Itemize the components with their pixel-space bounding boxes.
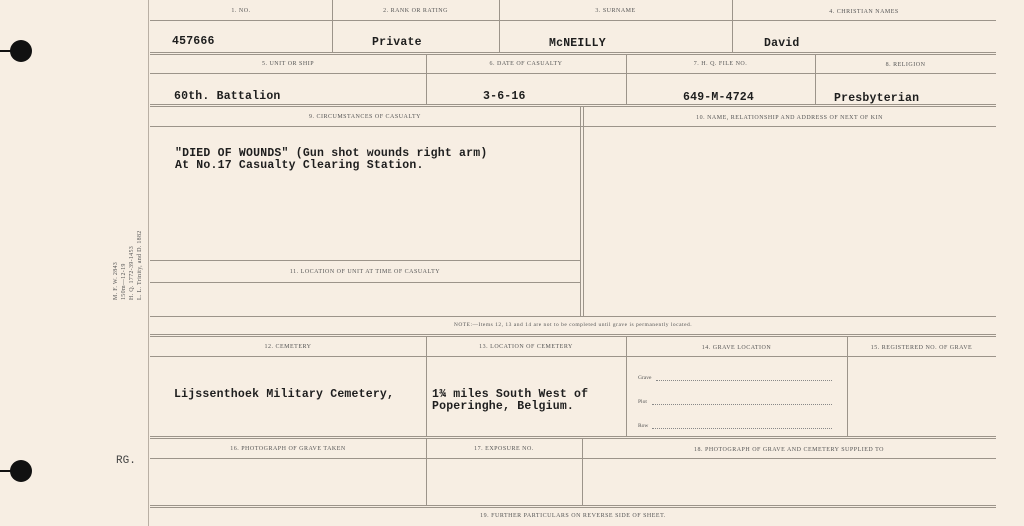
note-top-line [150,316,996,317]
value-number: 457666 [172,35,215,48]
punch-hole-top [10,40,32,62]
label-religion: 8. RELIGION [885,62,926,68]
rg-mark: RG. [116,455,136,467]
divider [732,0,733,52]
grave-field-line [656,380,832,381]
row6-top-line [150,505,996,508]
form-ref-line: M. F. W. 2843 [113,261,119,300]
label-photo-taken: 16. PHOTOGRAPH OF GRAVE TAKEN [230,446,346,452]
label-registered-no: 15. REGISTERED NO. OF GRAVE [870,345,973,351]
value-circumstances-line1: "DIED OF WOUNDS" (Gun shot wounds right arm) [175,147,488,160]
label-no: 1. NO. [231,8,251,14]
value-unit: 60th. Battalion [174,90,281,103]
row1-bottom-line [150,52,996,55]
value-christian-names: David [764,37,800,50]
label-rank: 2. RANK OR RATING [383,8,448,14]
form-ref-line: 150m—12-19 [121,263,127,300]
form-ref-line: L. L. Trinity, and D. 1882 [137,230,143,300]
label-christian-names: 4. CHRISTIAN NAMES [829,9,899,15]
plot-field-label: Plot [638,399,647,405]
label-photo-supplied: 18. PHOTOGRAPH OF GRAVE AND CEMETERY SUPPLIED TO [693,447,885,453]
divider [626,337,627,436]
row5-label-line [150,458,996,459]
divider [426,337,427,436]
label-surname: 3. SURNAME [595,8,636,14]
row4-bottom-line [150,436,996,439]
label-further-particulars: 19. FURTHER PARTICULARS ON REVERSE SIDE OF SHEET. [480,513,666,519]
label-location-of-cemetery: 13. LOCATION OF CEMETERY [479,344,573,350]
value-circumstances-line2: At No.17 Casualty Clearing Station. [175,159,424,172]
row-field-line [652,428,832,429]
value-surname: McNEILLY [549,37,606,50]
row-field-label: Row [638,423,649,429]
row3-label-line [150,126,996,127]
value-location-line1: 1¾ miles South West of [432,388,589,401]
form-ref-line: H. Q. 1772-39-1453 [129,245,135,300]
value-location-line2: Poperinghe, Belgium. [432,400,575,413]
label-unit: 5. UNIT OR SHIP [261,61,315,67]
row2-label-line [150,73,996,74]
grave-field-label: Grave [638,375,652,381]
row3-inner-line [150,260,580,261]
value-cemetery: Lijssenthoek Military Cemetery, [174,388,395,401]
divider [583,106,584,316]
label-date: 6. DATE OF CASUALTY [489,61,563,67]
location-unit-label-line [150,282,580,283]
value-rank: Private [372,36,422,49]
note-text: NOTE:—Items 12, 13 and 14 are not to be completed until grave is permanently located. [453,322,693,328]
value-date: 3-6-16 [483,90,526,103]
plot-field-line [652,404,832,405]
divider [580,106,581,316]
label-grave-location: 14. GRAVE LOCATION [701,345,772,351]
note-bottom-line [150,334,996,337]
label-exposure-no: 17. EXPOSURE NO. [474,446,534,452]
label-cemetery: 12. CEMETERY [264,344,312,350]
value-hq-file: 649-M-4724 [683,91,755,104]
punch-hole-bottom [10,460,32,482]
left-margin [0,0,149,526]
label-location-of-unit: 11. LOCATION OF UNIT AT TIME OF CASUALTY [289,269,441,275]
value-religion: Presbyterian [834,92,920,105]
row4-label-line [150,356,996,357]
label-hq-file: 7. H. Q. FILE NO. [693,61,748,67]
label-circumstances: 9. CIRCUMSTANCES OF CASUALTY [309,114,421,120]
label-next-of-kin: 10. NAME, RELATIONSHIP AND ADDRESS OF NEXT OF KIN [696,115,883,121]
row1-label-line [150,20,996,21]
form-reference [112,230,144,300]
divider [847,337,848,436]
